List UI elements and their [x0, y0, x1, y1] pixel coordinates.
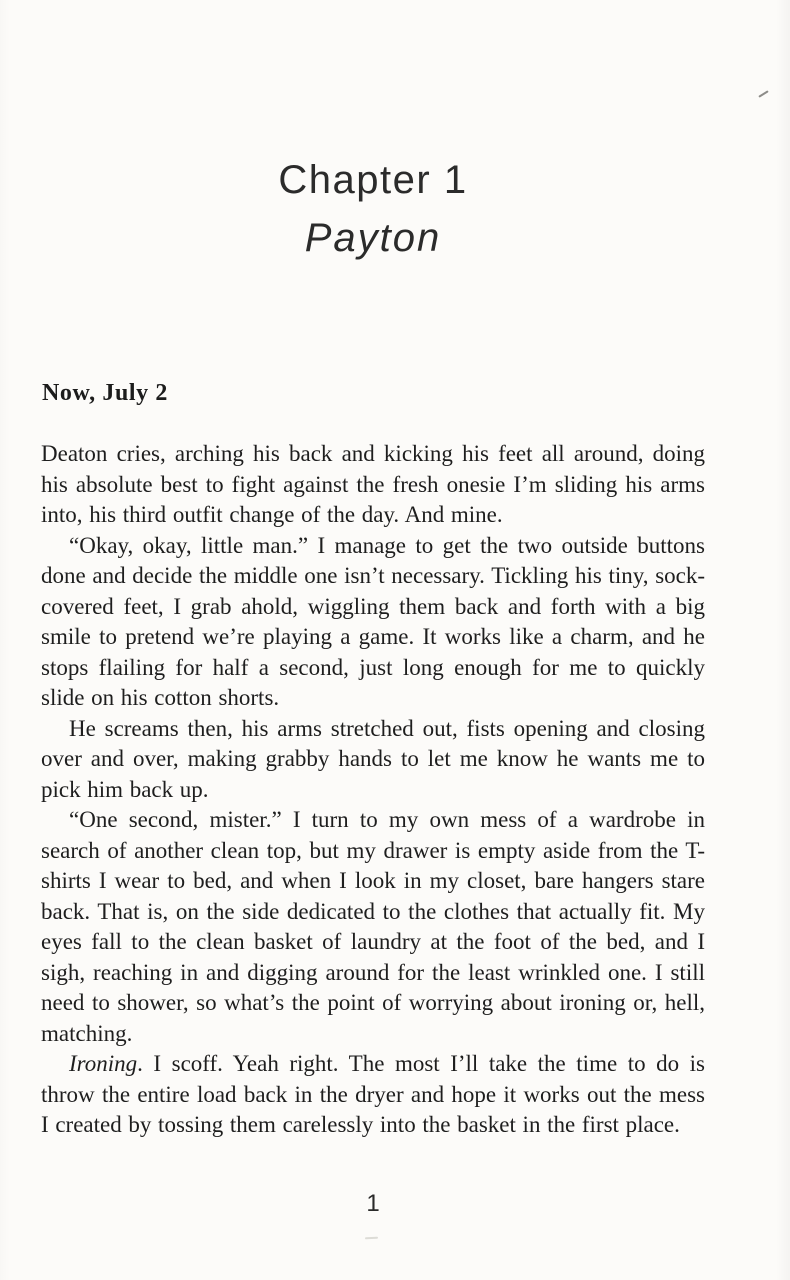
paragraph-2: “Okay, okay, little man.” I manage to get the two outside buttons done and decide the middle one isn’t necessary. Tickling his tiny, sock-covered feet, I grab ahold, wiggling them back and forth with a big smile to pretend we’re playing a game. It works like a charm, and he stops flailing for half a second, just long enough for me to quickly slide on his cotton shorts.	[41, 532, 706, 710]
body-text	[41, 439, 705, 1141]
paragraph-5	[41, 1049, 705, 1141]
chapter-subtitle: Payton	[304, 216, 442, 260]
paragraph-1: Deaton cries, arching his back and kicking his feet all around, doing his absolute best to fight against the fresh onesie I’m sliding his arms into, his third outfit change of the day. And mine.	[41, 441, 705, 527]
paragraph-5-rest: . I scoff. Yeah right. The most I’ll take the time to do is throw the entire load back in the dryer and hope it works out the mess I created by tossing them carelessly into the basket in the first place.	[41, 1051, 705, 1137]
scan-artifact-slash	[758, 90, 768, 98]
paragraph-4: “One second, mister.” I turn to my own mess of a wardrobe in search of another clean top, but my drawer is empty aside from the T-shirts I wear to bed, and when I look in my closet, bare hangers stare back. That is, on the side dedicated to the clothes that actually fit. My eyes fall to the clean basket of laundry at the foot of the bed, and I sigh, reaching in and digging around for the least wrinkled one. I still need to shower, so what’s the point of worrying about ironing or, hell, matching.	[41, 807, 705, 1046]
page-content	[41, 0, 705, 1141]
section-heading: Now, July 2	[42, 380, 168, 406]
paragraph-5-italic-lead: Ironing	[69, 1051, 138, 1076]
scan-artifact-dash	[365, 1237, 378, 1240]
page-number: 1	[366, 1190, 380, 1217]
chapter-heading: Chapter 1	[278, 158, 468, 202]
paragraph-3: He screams then, his arms stretched out, fists opening and closing over and over, making grabby hands to let me know he wants me to pick him back up.	[41, 715, 705, 802]
